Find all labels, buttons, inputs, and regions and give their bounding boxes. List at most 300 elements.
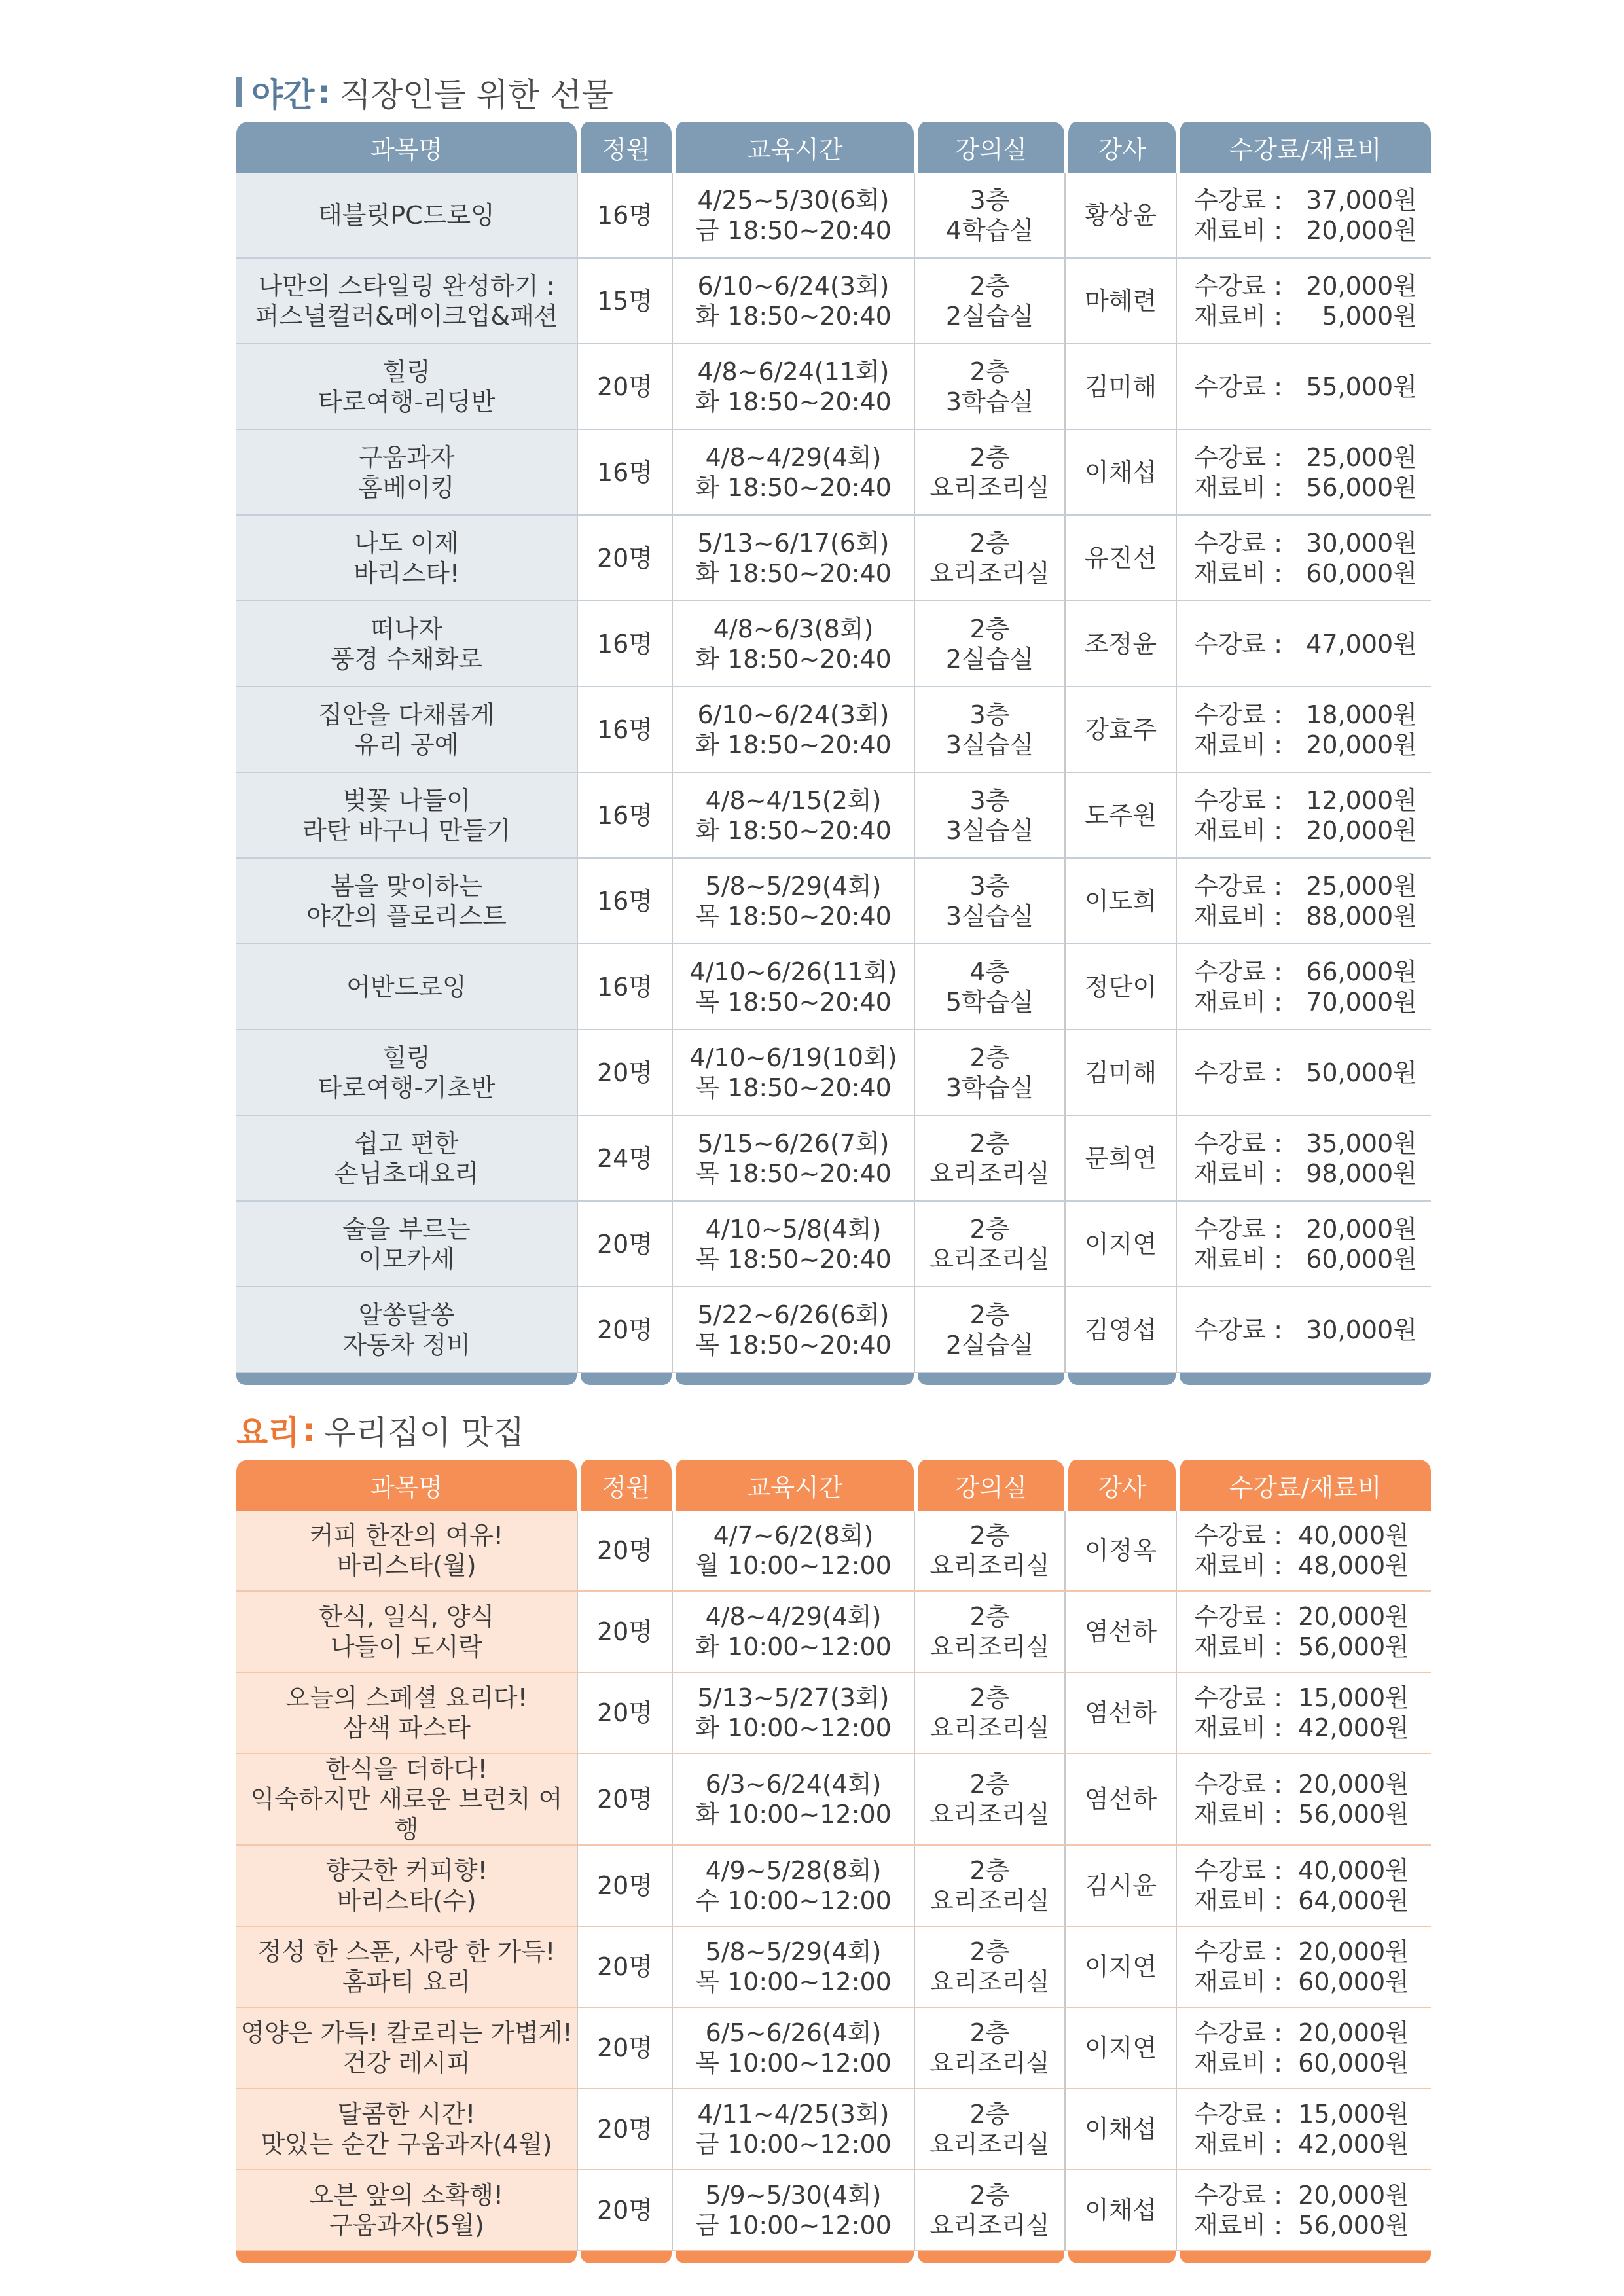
room-cell (914, 1846, 1064, 1927)
fee-cell (1176, 1673, 1431, 1754)
schedule-cell (672, 1511, 914, 1592)
header-fee: 수강료/재료비 (1176, 1460, 1431, 1511)
room-line: 2층 (969, 1043, 1010, 1072)
fee-line: 재료비 : 60,000원 (1194, 1244, 1417, 1274)
course-name-line: 오늘의 스페셜 요리다! (285, 1683, 528, 1712)
fee-line: 재료비 : 60,000원 (1194, 558, 1417, 588)
room-line: 3층 (969, 185, 1010, 215)
course-name-line: 정성 한 스푼, 사랑 한 가득! (257, 1937, 556, 1966)
fee-cell (1176, 1927, 1431, 2008)
fee-cell (1176, 601, 1431, 687)
schedule-line: 목 18:50~20:40 (695, 1330, 892, 1359)
capacity-cell: 20명 (577, 2008, 672, 2089)
schedule-cell (672, 344, 914, 430)
course-name-line: 홈파티 요리 (342, 1967, 471, 1996)
schedule-cell (672, 2170, 914, 2251)
fee-cell (1176, 2089, 1431, 2170)
room-cell (914, 344, 1064, 430)
table-row (236, 2008, 1431, 2089)
table-row (236, 1287, 1431, 1373)
table-row (236, 859, 1431, 944)
fee-line: 수강료 : 40,000원 (1194, 1856, 1409, 1885)
schedule-line: 4/10~6/26(11회) (689, 957, 897, 986)
teacher-cell: 이채섭 (1064, 430, 1176, 516)
fee-line: 수강료 : 20,000원 (1194, 1602, 1409, 1631)
cook-table-header (236, 1460, 1431, 1511)
header-room: 강의실 (914, 1460, 1064, 1511)
cook-section-key: 요리 (236, 1414, 300, 1452)
fee-line: 재료비 : 20,000원 (1194, 730, 1417, 759)
fee-cell (1176, 173, 1431, 259)
course-name-cell (236, 516, 577, 601)
fee-line: 재료비 : 64,000원 (1194, 1886, 1409, 1915)
course-name-line: 벚꽃 나들이 (342, 785, 471, 815)
table-row (236, 1511, 1431, 1592)
course-name-line: 알쏭달쏭 (358, 1300, 455, 1329)
course-name-cell (236, 1287, 577, 1373)
cook-course-table (236, 1460, 1431, 2263)
schedule-line: 5/9~5/30(4회) (705, 2181, 882, 2210)
course-name-cell (236, 2089, 577, 2170)
capacity-cell: 20명 (577, 2170, 672, 2251)
teacher-cell: 염선하 (1064, 1673, 1176, 1754)
room-line: 2실습실 (945, 301, 1034, 331)
room-line: 2층 (969, 1856, 1010, 1885)
fee-line: 재료비 : 5,000원 (1194, 301, 1417, 331)
fee-cell (1176, 1754, 1431, 1846)
schedule-cell (672, 516, 914, 601)
schedule-line: 금 10:00~12:00 (695, 2211, 892, 2240)
course-name-cell (236, 1202, 577, 1287)
fee-line: 수강료 : 15,000원 (1194, 2100, 1409, 2128)
room-line: 요리조리실 (929, 1632, 1050, 1661)
teacher-cell: 이지연 (1064, 1927, 1176, 2008)
fee-line: 수강료 : 25,000원 (1194, 442, 1417, 472)
schedule-line: 6/10~6/24(3회) (697, 700, 890, 729)
night-section-title (236, 69, 613, 115)
room-line: 2층 (969, 1300, 1010, 1329)
room-line: 2층 (969, 1521, 1010, 1550)
schedule-line: 5/13~6/17(6회) (697, 528, 890, 558)
room-line: 2층 (969, 271, 1010, 300)
room-line: 요리조리실 (929, 1713, 1050, 1742)
table-row (236, 173, 1431, 259)
fee-line: 수강료 : 66,000원 (1194, 957, 1417, 986)
schedule-line: 5/15~6/26(7회) (697, 1128, 890, 1158)
schedule-cell (672, 2089, 914, 2170)
course-name-cell (236, 1511, 577, 1592)
schedule-line: 화 18:50~20:40 (695, 387, 892, 416)
table-row (236, 344, 1431, 430)
capacity-cell: 20명 (577, 1202, 672, 1287)
room-line: 4층 (969, 957, 1010, 986)
room-line: 요리조리실 (929, 2211, 1050, 2240)
room-cell (914, 2089, 1064, 2170)
fee-line: 수강료 : 20,000원 (1194, 1214, 1417, 1244)
course-name-cell (236, 344, 577, 430)
fee-line: 수강료 : 30,000원 (1194, 528, 1417, 558)
room-cell (914, 2170, 1064, 2251)
fee-cell (1176, 1846, 1431, 1927)
course-name-line: 타로여행-기초반 (317, 1073, 496, 1102)
schedule-line: 목 18:50~20:40 (695, 1158, 892, 1188)
teacher-cell: 마혜련 (1064, 259, 1176, 344)
fee-cell (1176, 944, 1431, 1030)
course-name-line: 건강 레시피 (342, 2049, 471, 2077)
fee-line: 수강료 : 20,000원 (1194, 1770, 1409, 1799)
room-line: 2실습실 (945, 1330, 1034, 1359)
table-row (236, 687, 1431, 773)
room-line: 3실습실 (945, 730, 1034, 759)
room-line: 2층 (969, 357, 1010, 386)
schedule-line: 4/8~6/24(11회) (697, 357, 890, 386)
room-cell (914, 1511, 1064, 1592)
night-course-table (236, 122, 1431, 1385)
room-line: 2층 (969, 1770, 1010, 1799)
schedule-cell (672, 1927, 914, 2008)
room-line: 2층 (969, 1937, 1010, 1966)
room-line: 2실습실 (945, 644, 1034, 673)
schedule-line: 금 10:00~12:00 (695, 2130, 892, 2159)
capacity-cell: 16명 (577, 173, 672, 259)
schedule-line: 목 10:00~12:00 (695, 2049, 892, 2077)
course-name-line: 나도 이제 (354, 528, 459, 558)
course-name-line: 바리스타(수) (336, 1886, 477, 1915)
course-name-line: 커피 한잔의 여유! (309, 1521, 504, 1550)
course-name-line: 쉽고 편한 (354, 1128, 459, 1158)
fee-cell (1176, 1592, 1431, 1673)
capacity-cell: 20명 (577, 1287, 672, 1373)
schedule-cell (672, 2008, 914, 2089)
room-line: 2층 (969, 2181, 1010, 2210)
course-name-line: 술을 부르는 (342, 1214, 471, 1244)
fee-cell (1176, 773, 1431, 859)
table-row (236, 773, 1431, 859)
teacher-cell: 이채섭 (1064, 2089, 1176, 2170)
teacher-cell: 염선하 (1064, 1592, 1176, 1673)
room-line: 요리조리실 (929, 558, 1050, 588)
course-name-line: 나들이 도시락 (330, 1632, 483, 1661)
teacher-cell: 문희연 (1064, 1116, 1176, 1202)
course-name-line: 힐링 (382, 1043, 431, 1072)
room-line: 2층 (969, 2100, 1010, 2128)
course-name-line: 영양은 가득! 칼로리는 가볍게! (240, 2018, 573, 2047)
course-name-line: 유리 공예 (354, 730, 459, 759)
room-line: 2층 (969, 2018, 1010, 2047)
header-teacher: 강사 (1064, 1460, 1176, 1511)
fee-line: 수강료 : 20,000원 (1194, 271, 1417, 300)
capacity-cell: 15명 (577, 259, 672, 344)
capacity-cell: 20명 (577, 516, 672, 601)
room-line: 2층 (969, 614, 1010, 643)
fee-line: 재료비 : 56,000원 (1194, 2211, 1409, 2240)
header-schedule: 교육시간 (672, 1460, 914, 1511)
title-bar-icon (236, 77, 242, 107)
header-course-name: 과목명 (236, 1460, 577, 1511)
course-name-line: 이모카세 (358, 1244, 455, 1274)
capacity-cell: 20명 (577, 1673, 672, 1754)
course-name-cell (236, 1116, 577, 1202)
schedule-line: 화 10:00~12:00 (695, 1800, 892, 1829)
fee-cell (1176, 1116, 1431, 1202)
header-schedule: 교육시간 (672, 122, 914, 173)
course-name-line: 한식, 일식, 양식 (318, 1602, 495, 1631)
course-name-line: 집안을 다채롭게 (318, 700, 495, 729)
fee-line: 수강료 : 12,000원 (1194, 785, 1417, 815)
capacity-cell: 20명 (577, 1754, 672, 1846)
schedule-line: 4/11~4/25(3회) (697, 2100, 890, 2128)
room-line: 요리조리실 (929, 1967, 1050, 1996)
room-line: 2층 (969, 528, 1010, 558)
room-line: 요리조리실 (929, 473, 1050, 502)
course-name-cell (236, 859, 577, 944)
fee-line: 수강료 : 35,000원 (1194, 1128, 1417, 1158)
schedule-cell (672, 1287, 914, 1373)
room-cell (914, 944, 1064, 1030)
header-capacity: 정원 (577, 1460, 672, 1511)
room-line: 2층 (969, 1683, 1010, 1712)
cook-section-colon: : (302, 1411, 316, 1449)
course-name-line: 라탄 바구니 만들기 (302, 816, 511, 845)
room-line: 2층 (969, 1602, 1010, 1631)
room-line: 요리조리실 (929, 1158, 1050, 1188)
schedule-line: 5/8~5/29(4회) (705, 871, 882, 901)
course-name-cell (236, 944, 577, 1030)
teacher-cell: 김미해 (1064, 1030, 1176, 1116)
room-line: 요리조리실 (929, 2130, 1050, 2159)
schedule-cell (672, 1673, 914, 1754)
capacity-cell: 16명 (577, 601, 672, 687)
fee-cell (1176, 430, 1431, 516)
course-name-line: 바리스타! (353, 558, 460, 588)
fee-cell (1176, 687, 1431, 773)
room-cell (914, 859, 1064, 944)
capacity-cell: 20명 (577, 1927, 672, 2008)
fee-line: 수강료 : 37,000원 (1194, 185, 1417, 215)
teacher-cell: 김시윤 (1064, 1846, 1176, 1927)
room-line: 2층 (969, 1128, 1010, 1158)
fee-line: 수강료 : 18,000원 (1194, 700, 1417, 729)
fee-cell (1176, 2170, 1431, 2251)
table-row (236, 1202, 1431, 1287)
fee-line: 재료비 : 56,000원 (1194, 1800, 1409, 1829)
fee-cell (1176, 859, 1431, 944)
course-name-line: 봄을 맞이하는 (330, 871, 483, 901)
room-line: 요리조리실 (929, 1886, 1050, 1915)
course-name-cell (236, 1030, 577, 1116)
schedule-line: 5/8~5/29(4회) (705, 1937, 882, 1966)
room-cell (914, 516, 1064, 601)
room-line: 3층 (969, 700, 1010, 729)
schedule-line: 화 18:50~20:40 (695, 816, 892, 845)
course-name-line: 떠나자 (370, 614, 443, 643)
table-row (236, 1592, 1431, 1673)
header-fee: 수강료/재료비 (1176, 122, 1431, 173)
course-name-cell (236, 2008, 577, 2089)
schedule-cell (672, 1116, 914, 1202)
fee-line: 재료비 : 60,000원 (1194, 1967, 1409, 1996)
night-section-key: 야간 (251, 76, 315, 114)
course-name-line: 구움과자 (358, 442, 455, 472)
cook-table-footer (236, 2251, 1431, 2263)
course-name-line: 타로여행-리딩반 (317, 387, 496, 416)
fee-line: 재료비 : 70,000원 (1194, 987, 1417, 1016)
fee-line: 재료비 : 42,000원 (1194, 1713, 1409, 1742)
course-name-line: 자동차 정비 (342, 1330, 471, 1359)
schedule-line: 4/7~6/2(8회) (713, 1521, 874, 1550)
fee-line: 수강료 : 30,000원 (1194, 1315, 1417, 1344)
fee-line: 재료비 : 48,000원 (1194, 1551, 1409, 1580)
room-cell (914, 601, 1064, 687)
course-name-cell (236, 687, 577, 773)
schedule-line: 4/8~4/29(4회) (705, 1602, 882, 1631)
schedule-line: 목 18:50~20:40 (695, 901, 892, 931)
course-name-line: 태블릿PC드로잉 (318, 200, 495, 230)
teacher-cell: 염선하 (1064, 1754, 1176, 1846)
fee-line: 재료비 : 98,000원 (1194, 1158, 1417, 1188)
schedule-line: 5/13~5/27(3회) (697, 1683, 890, 1712)
room-cell (914, 1116, 1064, 1202)
schedule-line: 목 18:50~20:40 (695, 987, 892, 1016)
schedule-line: 화 18:50~20:40 (695, 644, 892, 673)
schedule-line: 4/8~4/15(2회) (705, 785, 882, 815)
fee-line: 수강료 : 20,000원 (1194, 2018, 1409, 2047)
table-row (236, 1846, 1431, 1927)
night-section-subtitle: 직장인들 위한 선물 (339, 76, 613, 114)
room-cell (914, 1287, 1064, 1373)
capacity-cell: 16명 (577, 859, 672, 944)
table-row (236, 2170, 1431, 2251)
table-row (236, 1673, 1431, 1754)
schedule-cell (672, 1846, 914, 1927)
teacher-cell: 조정윤 (1064, 601, 1176, 687)
schedule-line: 5/22~6/26(6회) (697, 1300, 890, 1329)
capacity-cell: 20명 (577, 1511, 672, 1592)
course-name-cell (236, 1754, 577, 1846)
teacher-cell: 이지연 (1064, 2008, 1176, 2089)
schedule-line: 4/10~5/8(4회) (705, 1214, 882, 1244)
course-name-line: 달콤한 시간! (337, 2100, 476, 2128)
capacity-cell: 20명 (577, 1592, 672, 1673)
schedule-line: 4/25~5/30(6회) (697, 185, 890, 215)
table-row (236, 1754, 1431, 1846)
header-capacity: 정원 (577, 122, 672, 173)
schedule-line: 화 18:50~20:40 (695, 730, 892, 759)
header-course-name: 과목명 (236, 122, 577, 173)
capacity-cell: 20명 (577, 2089, 672, 2170)
teacher-cell: 황상윤 (1064, 173, 1176, 259)
room-cell (914, 430, 1064, 516)
schedule-cell (672, 259, 914, 344)
course-name-line: 나만의 스타일링 완성하기 : (258, 271, 555, 300)
course-name-line: 손님초대요리 (334, 1158, 479, 1188)
capacity-cell: 20명 (577, 1846, 672, 1927)
schedule-cell (672, 1754, 914, 1846)
room-cell (914, 1754, 1064, 1846)
capacity-cell: 20명 (577, 344, 672, 430)
course-name-cell (236, 430, 577, 516)
fee-line: 재료비 : 56,000원 (1194, 1632, 1409, 1661)
course-name-cell (236, 601, 577, 687)
fee-cell (1176, 259, 1431, 344)
course-name-line: 한식을 더하다! (325, 1755, 488, 1784)
room-line: 3학습실 (945, 387, 1034, 416)
schedule-line: 6/5~6/26(4회) (705, 2018, 882, 2047)
fee-cell (1176, 344, 1431, 430)
table-row (236, 1116, 1431, 1202)
teacher-cell: 이도희 (1064, 859, 1176, 944)
schedule-cell (672, 773, 914, 859)
course-name-line: 바리스타(월) (336, 1551, 477, 1580)
room-cell (914, 1673, 1064, 1754)
fee-line: 수강료 : 15,000원 (1194, 1683, 1409, 1712)
course-name-cell (236, 259, 577, 344)
teacher-cell: 강효주 (1064, 687, 1176, 773)
cook-section-subtitle: 우리집이 맛집 (324, 1414, 525, 1452)
course-name-line: 야간의 플로리스트 (306, 901, 507, 931)
table-row (236, 2089, 1431, 2170)
header-room: 강의실 (914, 122, 1064, 173)
schedule-cell (672, 944, 914, 1030)
fee-line: 수강료 : 40,000원 (1194, 1521, 1409, 1550)
room-cell (914, 687, 1064, 773)
course-name-line: 어반드로잉 (346, 972, 467, 1001)
schedule-line: 수 10:00~12:00 (695, 1886, 892, 1915)
fee-cell (1176, 1287, 1431, 1373)
schedule-line: 목 10:00~12:00 (695, 1967, 892, 1996)
course-name-cell (236, 773, 577, 859)
room-line: 3층 (969, 871, 1010, 901)
schedule-cell (672, 1202, 914, 1287)
teacher-cell: 이채섭 (1064, 2170, 1176, 2251)
teacher-cell: 정단이 (1064, 944, 1176, 1030)
fee-cell (1176, 1030, 1431, 1116)
schedule-line: 화 10:00~12:00 (695, 1632, 892, 1661)
header-teacher: 강사 (1064, 122, 1176, 173)
schedule-line: 4/8~6/3(8회) (713, 614, 874, 643)
fee-line: 재료비 : 20,000원 (1194, 215, 1417, 245)
schedule-cell (672, 430, 914, 516)
fee-line: 수강료 : 25,000원 (1194, 871, 1417, 901)
course-name-cell (236, 1673, 577, 1754)
course-name-line: 홈베이킹 (358, 473, 455, 502)
room-line: 2층 (969, 1214, 1010, 1244)
capacity-cell: 24명 (577, 1116, 672, 1202)
capacity-cell: 16명 (577, 944, 672, 1030)
course-name-line: 맛있는 순간 구움과자(4월) (261, 2130, 552, 2159)
room-cell (914, 259, 1064, 344)
fee-line: 수강료 : 55,000원 (1194, 372, 1417, 401)
table-row (236, 601, 1431, 687)
schedule-line: 금 18:50~20:40 (695, 215, 892, 245)
course-name-line: 삼색 파스타 (342, 1713, 471, 1742)
room-cell (914, 773, 1064, 859)
table-row (236, 944, 1431, 1030)
fee-cell (1176, 516, 1431, 601)
table-row (236, 1030, 1431, 1116)
fee-line: 재료비 : 42,000원 (1194, 2130, 1409, 2159)
course-name-line: 퍼스널컬러&메이크업&패션 (255, 301, 558, 331)
table-row (236, 430, 1431, 516)
room-cell (914, 1030, 1064, 1116)
room-line: 4학습실 (945, 215, 1034, 245)
course-name-line: 구움과자(5월) (329, 2211, 484, 2240)
fee-line: 재료비 : 60,000원 (1194, 2049, 1409, 2077)
teacher-cell: 도주원 (1064, 773, 1176, 859)
schedule-line: 월 10:00~12:00 (695, 1551, 892, 1580)
course-name-cell (236, 1846, 577, 1927)
schedule-line: 4/8~4/29(4회) (705, 442, 882, 472)
